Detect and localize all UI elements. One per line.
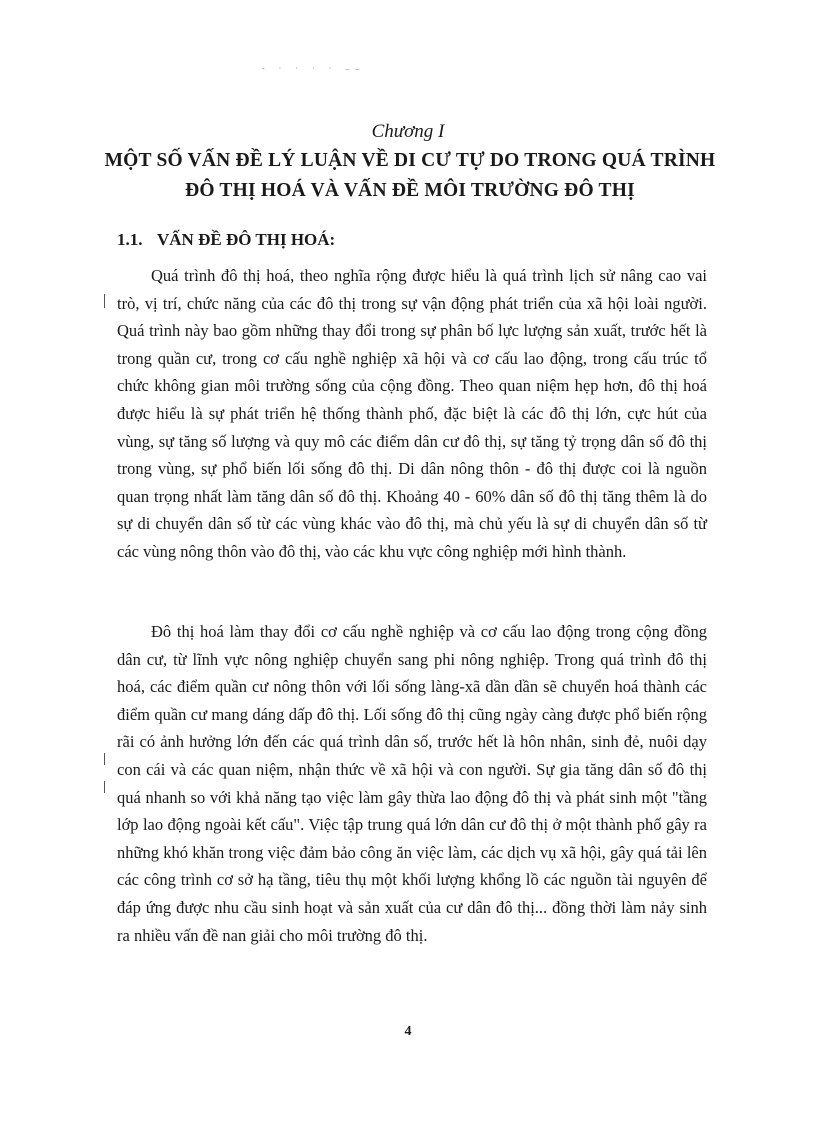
section-number: 1.1. bbox=[117, 230, 143, 249]
scan-margin-mark bbox=[104, 781, 105, 793]
scan-noise: - · · · · –– bbox=[262, 64, 366, 73]
chapter-title: MỘT SỐ VẤN ĐỀ LÝ LUẬN VỀ DI CƯ TỰ DO TRONG QUÁ TRÌNH ĐÔ THỊ HOÁ VÀ VẤN ĐỀ MÔI TRƯỜNG ĐÔ THỊ bbox=[104, 150, 716, 201]
scan-margin-mark bbox=[104, 294, 105, 308]
chapter-label: Chương I bbox=[371, 121, 445, 142]
page-number: 4 bbox=[404, 1024, 412, 1039]
scan-margin-mark bbox=[104, 753, 105, 765]
section-title: VẤN ĐỀ ĐÔ THỊ HOÁ: bbox=[157, 230, 336, 249]
paragraph: Quá trình đô thị hoá, theo nghĩa rộng được hiểu là quá trình lịch sử nâng cao vai trò, vị trí, chức năng của các đô thị trong sự vận động phát triển của xã hội loài người. Quá trình này bao gồm những thay đổi trong sự phân bố lực lượng sản xuất, trước hết là trong quần cư, trong cơ cấu nghề nghiệp xã hội và cơ cấu lao động, trong cấu trúc tổ chức không gian môi trường sống của cộng đồng. Theo quan niệm hẹp hơn, đô thị hoá được hiểu là sự phát triển hệ thống thành phố, đặc biệt là các đô thị lớn, cực hút của vùng, sự tăng số lượng và quy mô các điểm dân cư đô thị, sự tăng tỷ trọng dân số đô thị trong vùng, sự phổ biến lối sống đô thị. Di dân nông thôn - đô thị được coi là nguồn quan trọng nhất làm tăng dân số đô thị. Khoảng 40 - 60% dân số đô thị tăng thêm là do sự di chuyển dân số từ các vùng khác vào đô thị, mà chủ yếu là sự di chuyển dân số từ các vùng nông thôn vào đô thị, vào các khu vực công nghiệp mới hình thành. bbox=[117, 266, 707, 561]
paragraph: Đô thị hoá làm thay đổi cơ cấu nghề nghiệp và cơ cấu lao động trong cộng đồng dân cư, từ lĩnh vực nông nghiệp chuyển sang phi nông nghiệp. Trong quá trình đô thị hoá, các điểm quần cư nông thôn với lối sống làng-xã dần dần sẽ chuyển hoá thành các điểm quần cư mang dáng dấp đô thị. Lối sống đô thị cũng ngày càng được phổ biến rộng rãi có ảnh hưởng lớn đến các quá trình dân số, trước hết là hôn nhân, sinh đẻ, nuôi dạy con cái và các quan niệm, nhận thức về xã hội và con người. Sự gia tăng dân số đô thị quá nhanh so với khả năng tạo việc làm gây thừa lao động đô thị và phát sinh một "tầng lớp lao động ngoài kết cấu". Việc tập trung quá lớn dân cư đô thị ở một thành phố gây ra những khó khăn trong việc đảm bảo công ăn việc làm, các dịch vụ xã hội, gây quá tải lên các công trình cơ sở hạ tầng, tiêu thụ một khối lượng khổng lồ các nguồn tài nguyên để đáp ứng được nhu cầu sinh hoạt và sản xuất của cư dân đô thị... đồng thời làm nảy sinh ra nhiều vấn đề nan giải cho môi trường đô thị. bbox=[117, 622, 707, 945]
section-heading bbox=[117, 230, 617, 250]
